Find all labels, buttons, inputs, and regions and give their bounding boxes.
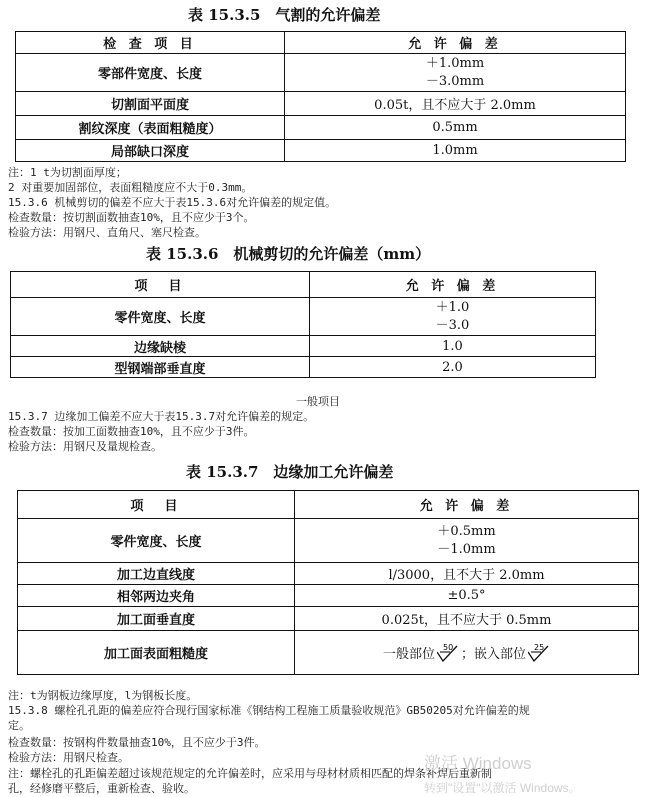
row-value: ±0.5°: [295, 585, 639, 607]
svg-text:25: 25: [534, 644, 545, 652]
table-title: 表 15.3.5 气割的允许偏差: [188, 6, 381, 24]
table-bianyuanjiagong: [17, 490, 639, 675]
row-item: 加工边直线度: [18, 563, 295, 585]
row-item: 边缘缺棱: [11, 336, 310, 357]
row-value: ＋0.5mm －1.0mm: [295, 519, 639, 563]
row-item: 零件宽度、长度: [18, 519, 295, 563]
table-header: 项 目: [11, 272, 310, 298]
clause-line: 15.3.7 边缘加工偏差不应大于表15.3.7对允许偏差的规定。: [8, 410, 315, 423]
activation-watermark-hint: 转到"设置"以激活 Windows。: [424, 781, 581, 795]
table-jixiejianqie: [10, 271, 596, 378]
row-value: l/3000，且不大于 2.0mm: [295, 563, 639, 585]
note-line: 2 对重要加固部位，表面粗糙度应不大于0.3mm。: [8, 181, 253, 194]
row-value: 1.0mm: [285, 140, 626, 162]
table-row: [18, 563, 639, 585]
row-item: 加工面垂直度: [18, 607, 295, 631]
roughness-spec: 一般部位 50 ；嵌入部位 25: [383, 643, 550, 662]
table-row: [18, 631, 639, 675]
table-row: [18, 585, 639, 607]
note-line: 孔，经修磨平整后，重新检查、验收。: [8, 782, 195, 795]
table-header: 允 许 偏 差: [285, 32, 626, 54]
table-title: 表 15.3.6 机械剪切的允许偏差（mm）: [146, 245, 431, 263]
row-item: 割纹深度（表面粗糙度）: [16, 116, 285, 140]
table-header: 允 许 偏 差: [295, 491, 639, 519]
table-row: [18, 519, 639, 563]
note-line: 检验方法：用钢尺及量规检查。: [8, 440, 162, 453]
row-item: 型钢端部垂直度: [11, 357, 310, 378]
table-row: [18, 607, 639, 631]
row-item: 切割面平面度: [16, 92, 285, 116]
table-row: [16, 140, 626, 162]
row-item: 加工面表面粗糙度: [18, 631, 295, 675]
table-row: [11, 298, 596, 336]
activation-watermark-title: 激活 Windows: [424, 754, 532, 773]
table-header: 检 查 项 目: [16, 32, 285, 54]
clause-line: 15.3.8 螺栓孔孔距的偏差应符合现行国家标准《钢结构工程施工质量验收规范》GB50205对允许偏差的规: [8, 704, 530, 717]
svg-text:50: 50: [443, 644, 454, 652]
row-item: 相邻两边夹角: [18, 585, 295, 607]
table-row: [16, 54, 626, 92]
table-row: [11, 357, 596, 378]
table-title: 表 15.3.7 边缘加工允许偏差: [186, 463, 394, 481]
table-row: [11, 336, 596, 357]
note-line: 检验方法：用钢尺、直角尺、塞尺检查。: [8, 226, 206, 239]
row-value: ＋1.0mm －3.0mm: [285, 54, 626, 92]
row-value: ＋1.0 －3.0: [310, 298, 596, 336]
table-row: [16, 92, 626, 116]
note-line: 注：t为钢板边缘厚度，l为钢板长度。: [8, 689, 198, 702]
clause-line: 定。: [8, 719, 30, 732]
row-value: 0.05t，且不应大于 2.0mm: [285, 92, 626, 116]
table-header: 项 目: [18, 491, 295, 519]
note-line: 检查数量：按加工面数抽查10%，且不应少于3件。: [8, 425, 255, 438]
note-line: 检验方法：用钢尺检查。: [8, 751, 129, 764]
note-line: 检查数量：按钢构件数量抽查10%，且不应少于3件。: [8, 736, 266, 749]
row-value: 0.5mm: [285, 116, 626, 140]
section-heading: 一般项目: [296, 395, 340, 408]
row-value: 2.0: [310, 357, 596, 378]
row-value: 0.025t，且不应大于 0.5mm: [295, 607, 639, 631]
roughness-symbol-icon: [437, 644, 459, 662]
row-value: [295, 631, 639, 675]
roughness-symbol-icon: [528, 644, 550, 662]
row-item: 零部件宽度、长度: [16, 54, 285, 92]
table-header: 允 许 偏 差: [310, 272, 596, 298]
table-qige: [15, 31, 626, 162]
row-item: 局部缺口深度: [16, 140, 285, 162]
row-item: 零件宽度、长度: [11, 298, 310, 336]
clause-line: 15.3.6 机械剪切的偏差不应大于表15.3.6对允许偏差的规定值。: [8, 196, 337, 209]
table-row: [16, 116, 626, 140]
note-line: 注：1 t为切割面厚度；: [8, 166, 127, 179]
note-line: 检查数量：按切割面数抽查10%，且不应少于3个。: [8, 211, 255, 224]
note-line: 注：螺栓孔的孔距偏差超过该规范规定的允许偏差时，应采用与母材材质相匹配的焊条补焊后重新制: [8, 767, 492, 780]
row-value: 1.0: [310, 336, 596, 357]
